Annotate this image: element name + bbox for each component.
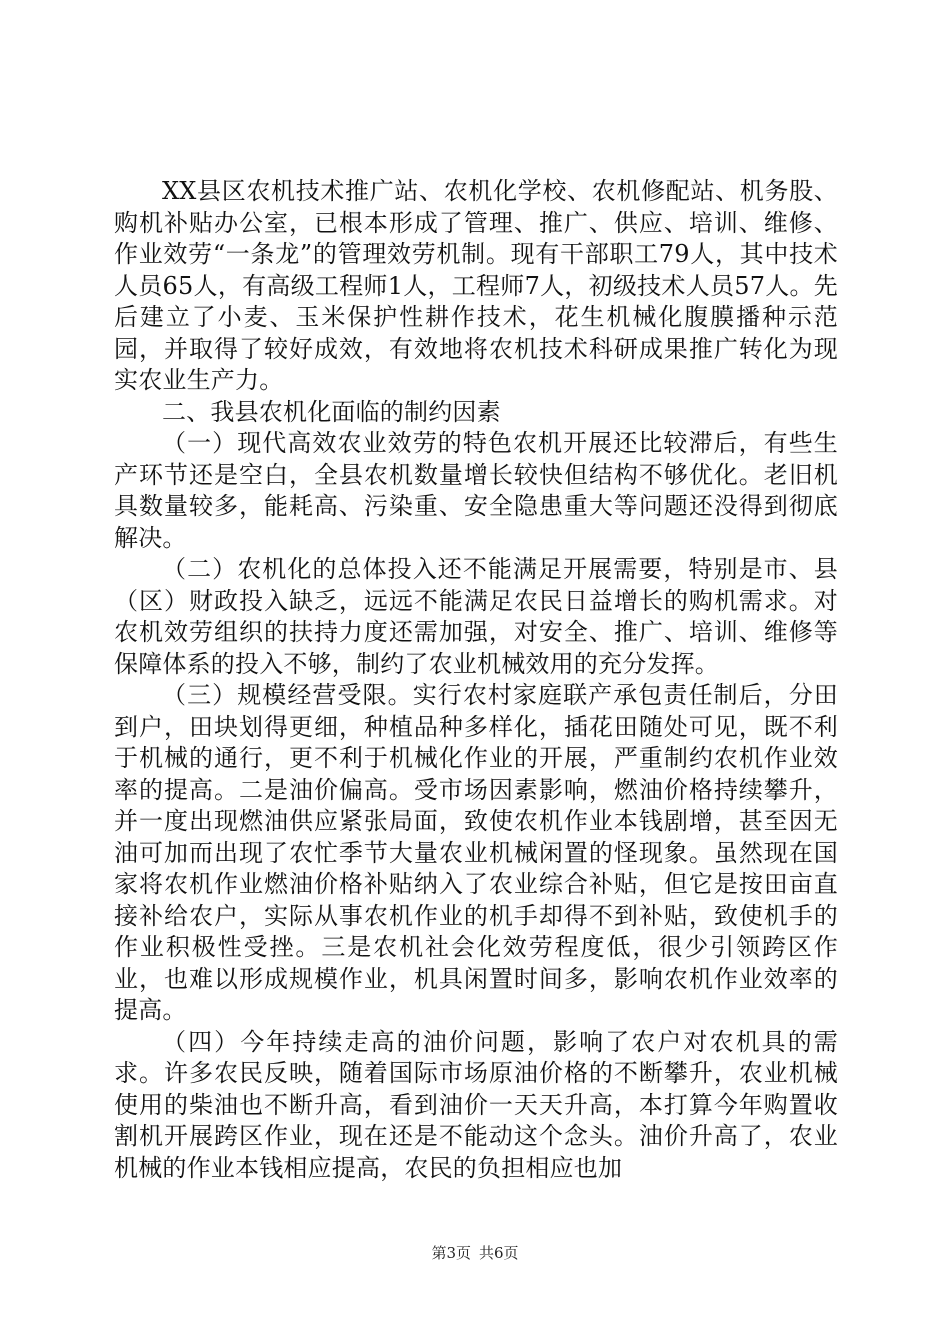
page-footer	[0, 1243, 950, 1263]
page-total: 共6页	[479, 1244, 519, 1262]
paragraph-intro: XX县区农机技术推广站、农机化学校、农机修配站、机务股、购机补贴办公室，已根本形成了管理、推广、供应、培训、维修、作业效劳“一条龙”的管理效劳机制。现有干部职工79人，其中技术人员65人，有高级工程师1人，工程师7人，初级技术人员57人。先后建立了小麦、玉米保护性耕作技术，花生机械化腹膜播种示范园，并取得了较好成效，有效地将农机技术科研成果推广转化为现实农业生产力。	[114, 177, 838, 394]
paragraph-item-1: （一）现代高效农业效劳的特色农机开展还比较滞后，有些生产环节还是空白，全县农机数量增长较快但结构不够优化。老旧机具数量较多，能耗高、污染重、安全隐患重大等问题还没得到彻底解决。	[114, 429, 838, 552]
document-body	[114, 176, 838, 1184]
paragraph-item-3: （三）规模经营受限。实行农村家庭联产承包责任制后，分田到户，田块划得更细，种植品种多样化，插花田随处可见，既不利于机械的通行，更不利于机械化作业的开展，严重制约农机作业效率的提高。二是油价偏高。受市场因素影响，燃油价格持续攀升，并一度出现燃油供应紧张局面，致使农机作业本钱剧增，甚至因无油可加而出现了农忙季节大量农业机械闲置的怪现象。虽然现在国家将农机作业燃油价格补贴纳入了农业综合补贴，但它是按田亩直接补给农户，实际从事农机作业的机手却得不到补贴，致使机手的作业积极性受挫。三是农机社会化效劳程度低，很少引领跨区作业，也难以形成规模作业，机具闲置时间多，影响农机作业效率的提高。	[114, 681, 838, 1024]
section-heading: 二、我县农机化面临的制约因素	[162, 397, 501, 426]
paragraph-item-4: （四）今年持续走高的油价问题，影响了农户对农机具的需求。许多农民反映，随着国际市场原油价格的不断攀升，农业机械使用的柴油也不断升高，看到油价一天天升高，本打算今年购置收割机开展跨区作业，现在还是不能动这个念头。油价升高了，农业机械的作业本钱相应提高，农民的负担相应也加	[114, 1027, 838, 1182]
page-number: 第3页	[431, 1244, 471, 1262]
paragraph-item-2: （二）农机化的总体投入还不能满足开展需要，特别是市、县（区）财政投入缺乏，远远不能满足农民日益增长的购机需求。对农机效劳组织的扶持力度还需加强，对安全、推广、培训、维修等保障体系的投入不够，制约了农业机械效用的充分发挥。	[114, 555, 838, 678]
